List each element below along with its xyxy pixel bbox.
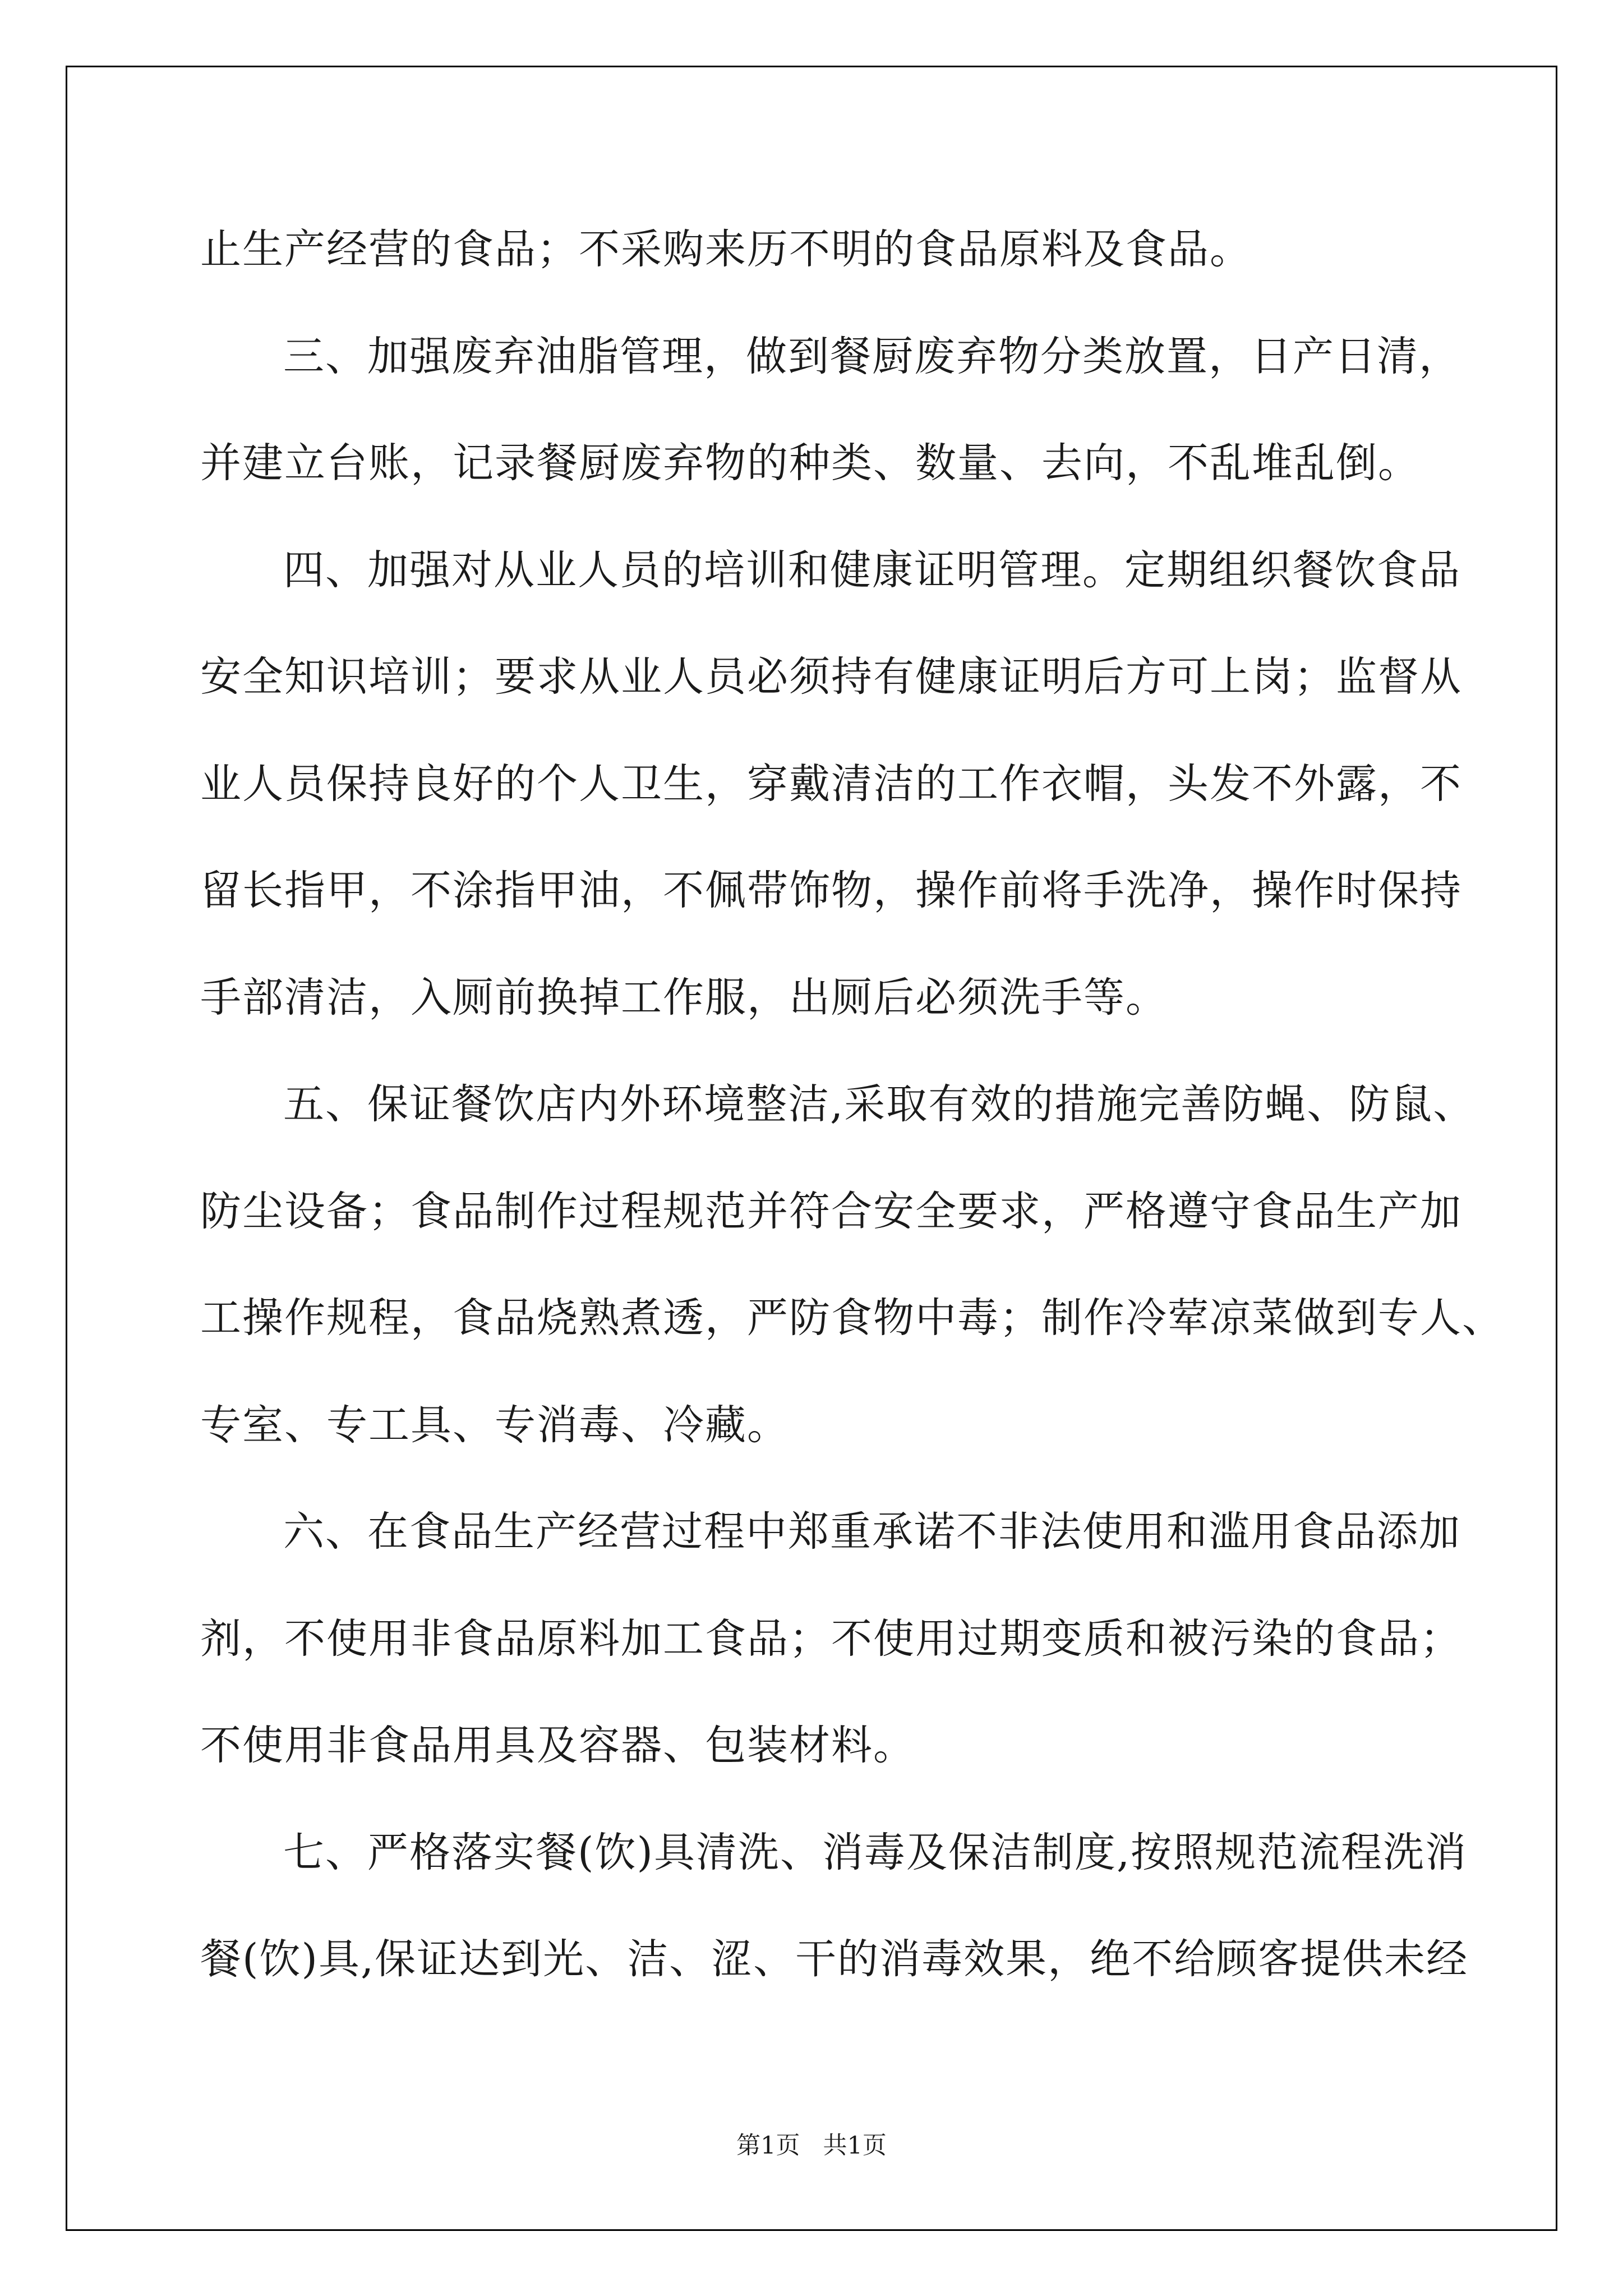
page-footer: [0, 2129, 1623, 2162]
text-line: 安全知识培训；要求从业人员必须持有健康证明后方可上岗；监督从: [200, 653, 1462, 701]
text-line: 并建立台账，记录餐厨废弃物的种类、数量、去向，不乱堆乱倒。: [200, 439, 1420, 487]
text-line: 专室、专工具、专消毒、冷藏。: [200, 1401, 789, 1449]
text-line: 五、保证餐饮店内外环境整洁,采取有效的措施完善防蝇、防鼠、: [283, 1080, 1476, 1128]
text-line: 手部清洁，入厕前换掉工作服，出厕后必须洗手等。: [200, 973, 1168, 1022]
text-line: 不使用非食品用具及容器、包装材料。: [200, 1722, 915, 1769]
text-line: 业人员保持良好的个人卫生，穿戴清洁的工作衣帽，头发不外露，不: [200, 760, 1462, 808]
document-body: [200, 222, 1504, 2039]
text-line: 四、加强对从业人员的培训和健康证明管理。定期组织餐饮食品: [283, 546, 1461, 594]
text-line: 剂，不使用非食品原料加工食品；不使用过期变质和被污染的食品；: [200, 1614, 1462, 1663]
text-line: 工操作规程，食品烧熟煮透，严防食物中毒；制作冷荤凉菜做到专人、: [200, 1294, 1504, 1342]
page-total: 共1页: [823, 2132, 887, 2160]
page-number: 第1页: [736, 2132, 800, 2160]
text-line: 防尘设备；食品制作过程规范并符合安全要求，严格遵守食品生产加: [200, 1187, 1462, 1235]
text-line: 七、严格落实餐(饮)具清洗、消毒及保洁制度,按照规范流程洗消: [283, 1828, 1468, 1876]
text-line: 餐(饮)具,保证达到光、洁、涩、干的消毒效果，绝不给顾客提供未经: [200, 1935, 1469, 1983]
text-line: 留长指甲，不涂指甲油，不佩带饰物，操作前将手洗净，操作时保持: [200, 867, 1462, 914]
text-line: 三、加强废弃油脂管理，做到餐厨废弃物分类放置，日产日清，: [283, 332, 1461, 380]
text-line: 止生产经营的食品；不采购来历不明的食品原料及食品。: [200, 226, 1252, 273]
text-line: 六、在食品生产经营过程中郑重承诺不非法使用和滥用食品添加: [283, 1508, 1461, 1556]
